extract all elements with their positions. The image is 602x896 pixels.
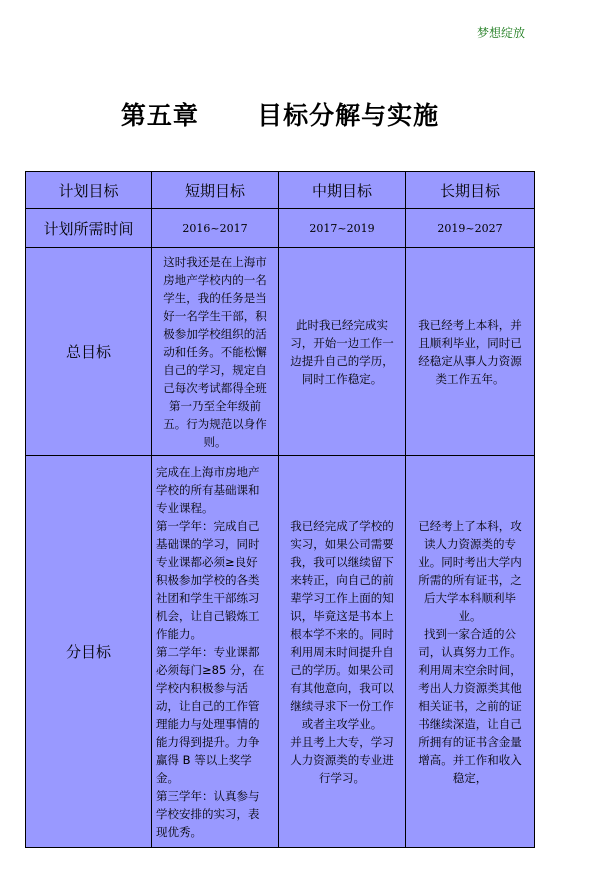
cell-line: 考出人力资源类其他 bbox=[418, 680, 522, 695]
cell-line: 同时工作稳定。 bbox=[301, 371, 383, 386]
cell-line: 有其他意向，我可以 bbox=[290, 680, 394, 695]
cell-line: 行学习。 bbox=[319, 770, 365, 785]
cell-line: 专业课都必须≥良好 bbox=[156, 554, 258, 569]
cell-line: 司，认真努力工作。 bbox=[418, 644, 522, 659]
cell-line: 己的学历。如果公司 bbox=[290, 662, 394, 677]
cell-line: 找到一家合适的公 bbox=[424, 626, 516, 641]
time-mid: 2017~2019 bbox=[279, 209, 406, 248]
cell-line: 学生，我的任务是当 bbox=[163, 290, 267, 305]
goal-plan-table bbox=[25, 171, 535, 848]
cell-line: 积极参加学校的各类 bbox=[156, 572, 260, 587]
cell-line: 动，让自己的工作管 bbox=[156, 698, 260, 713]
cell-line: 此时我已经完成实 bbox=[296, 317, 388, 332]
cell-line: 我，我可以继续留下 bbox=[290, 554, 394, 569]
cell-line: 第一乃至全年级前 bbox=[169, 398, 261, 413]
cell-line: 边提升自己的学历， bbox=[290, 353, 394, 368]
sub-goal-mid bbox=[279, 456, 406, 848]
cell-line: 我已经完成了学校的 bbox=[290, 518, 394, 533]
cell-line: 必须每门≥85 分，在 bbox=[156, 662, 265, 677]
cell-line: 专业课程。 bbox=[156, 500, 214, 515]
cell-line: 金。 bbox=[156, 770, 179, 785]
cell-line: 动和任务。不能松懈 bbox=[163, 344, 267, 359]
cell-line: 业。 bbox=[458, 608, 482, 623]
cell-line: 所拥有的证书含金量 bbox=[418, 734, 522, 749]
chapter-title: 第五章 目标分解与实施 bbox=[120, 101, 440, 130]
time-long: 2019~2027 bbox=[406, 209, 535, 248]
cell-line: 辈学习工作上面的知 bbox=[290, 590, 394, 605]
header-plan-goal: 计划目标 bbox=[26, 172, 152, 209]
cell-line: 第二学年：专业课都 bbox=[156, 644, 260, 659]
cell-line: 现优秀。 bbox=[156, 824, 202, 839]
cell-line: 识，毕竟这是书本上 bbox=[290, 608, 394, 623]
overall-goal-short bbox=[152, 248, 279, 456]
cell-line: 好一名学生干部，积 bbox=[163, 308, 267, 323]
cell-line: 房地产学校内的一名 bbox=[163, 272, 267, 287]
cell-line: 后大学本科顺利毕 bbox=[424, 590, 516, 605]
cell-line: 完成在上海市房地产 bbox=[156, 464, 260, 479]
cell-line: 稳定， bbox=[452, 770, 488, 785]
cell-line: 赢得 B 等以上奖学 bbox=[156, 752, 252, 767]
sub-goal-row bbox=[26, 456, 535, 848]
cell-line: 自己的学习，规定自 bbox=[163, 362, 267, 377]
cell-line: 读人力资源类的专 bbox=[424, 536, 516, 551]
cell-line: 业。同时考出大学内 bbox=[418, 554, 522, 569]
cell-line: 这时我还是在上海市 bbox=[163, 254, 267, 269]
header-long-term: 长期目标 bbox=[406, 172, 535, 209]
cell-line: 能力得到提升。力争 bbox=[156, 734, 260, 749]
cell-line: 利用周末时间提升自 bbox=[290, 644, 394, 659]
time-row bbox=[26, 209, 535, 248]
cell-line: 我已经考上本科，并 bbox=[418, 317, 522, 332]
sub-goal-short bbox=[152, 456, 279, 848]
cell-line: 基础课的学习，同时 bbox=[156, 536, 260, 551]
cell-line: 学校的所有基础课和 bbox=[156, 482, 260, 497]
sub-goal-long bbox=[406, 456, 535, 848]
overall-goal-mid bbox=[279, 248, 406, 456]
cell-line: 类工作五年。 bbox=[435, 371, 505, 386]
cell-line: 己每次考试都得全班 bbox=[163, 380, 267, 395]
cell-line: 或者主攻学业。 bbox=[301, 716, 383, 731]
cell-line: 已经考上了本科，攻 bbox=[418, 518, 522, 533]
sub-goal-label: 分目标 bbox=[26, 456, 152, 848]
cell-line: 则。 bbox=[203, 434, 227, 449]
cell-line: 增高。并工作和收入 bbox=[418, 752, 522, 767]
cell-line: 利用周末空余时间， bbox=[418, 662, 522, 677]
time-short: 2016~2017 bbox=[152, 209, 279, 248]
overall-goal-long bbox=[406, 248, 535, 456]
overall-goal-row bbox=[26, 248, 535, 456]
cell-line: 所需的所有证书，之 bbox=[418, 572, 522, 587]
table-header-row bbox=[26, 172, 535, 209]
cell-line: 社团和学生干部练习 bbox=[156, 590, 260, 605]
cell-line: 来转正，向自己的前 bbox=[290, 572, 394, 587]
cell-line: 相关证书，之前的证 bbox=[418, 698, 522, 713]
cell-line: 根本学不来的。同时 bbox=[290, 626, 394, 641]
cell-line: 经稳定从事人力资源 bbox=[418, 353, 522, 368]
cell-line: 学校安排的实习，表 bbox=[156, 806, 260, 821]
cell-line: 五。行为规范以身作 bbox=[163, 416, 267, 431]
cell-line: 继续寻求下一份工作 bbox=[290, 698, 394, 713]
time-row-label: 计划所需时间 bbox=[26, 209, 152, 248]
header-short-term: 短期目标 bbox=[152, 172, 279, 209]
cell-line: 且顺利毕业，同时已 bbox=[418, 335, 522, 350]
cell-line: 第一学年：完成自己 bbox=[156, 518, 260, 533]
cell-line: 并且考上大专，学习 bbox=[290, 734, 394, 749]
cell-line: 学校内积极参与活 bbox=[156, 680, 248, 695]
header-mid-term: 中期目标 bbox=[279, 172, 406, 209]
cell-line: 作能力。 bbox=[156, 626, 202, 641]
header-mark: 梦想绽放 bbox=[477, 26, 526, 40]
cell-line: 极参加学校组织的活 bbox=[163, 326, 267, 341]
cell-line: 实习，如果公司需要 bbox=[290, 536, 394, 551]
cell-line: 习，开始一边工作一 bbox=[290, 335, 394, 350]
cell-line: 理能力与处理事情的 bbox=[156, 716, 260, 731]
cell-line: 机会，让自己锻炼工 bbox=[156, 608, 260, 623]
overall-goal-label: 总目标 bbox=[26, 248, 152, 456]
cell-line: 第三学年：认真参与 bbox=[156, 788, 260, 803]
cell-line: 人力资源类的专业进 bbox=[290, 752, 394, 767]
cell-line: 书继续深造，让自己 bbox=[418, 716, 522, 731]
